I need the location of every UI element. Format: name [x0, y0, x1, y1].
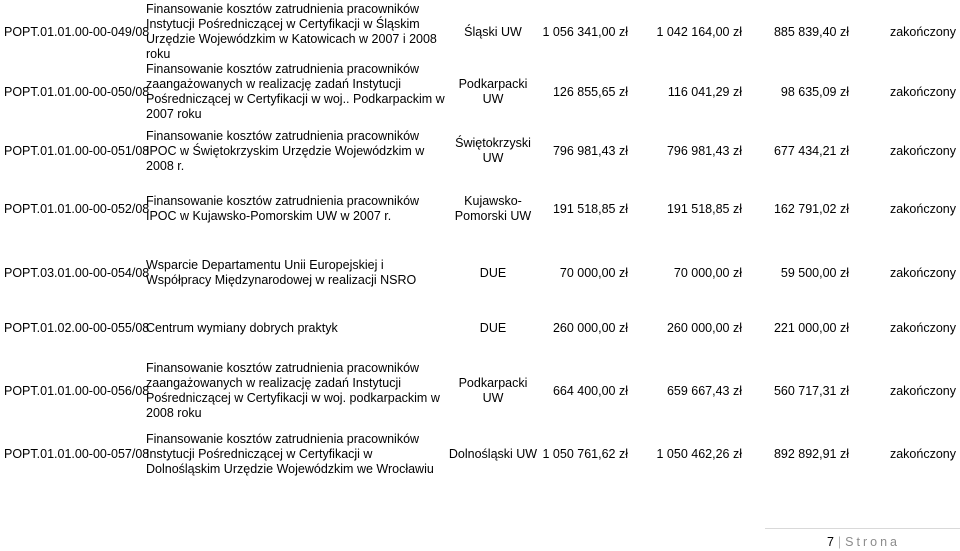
row-value-cofinancing-text: 221 000,00 zł [773, 320, 849, 335]
table-row [0, 312, 960, 344]
table-row [0, 2, 960, 61]
row-value-cofinancing [744, 61, 849, 123]
table-row [0, 358, 960, 424]
row-code-text: POPT.01.01.00-00-050/08 [4, 84, 150, 99]
row-code [4, 358, 150, 424]
row-value-total [520, 358, 628, 424]
row-value-cofinancing-text: 560 717,31 zł [773, 383, 849, 398]
row-value-total-text: 664 400,00 zł [552, 383, 628, 398]
row-value-total [520, 6, 628, 58]
row-status [850, 244, 956, 302]
row-region-text: Śląski UW [464, 24, 522, 39]
row-title-text: Wsparcie Departamentu Unii Europejskiej i Współpracy Międzynarodowej w realizacji NSRO [146, 258, 417, 287]
row-value-total-text: 70 000,00 zł [559, 265, 628, 280]
row-status-text: zakończony [889, 143, 956, 158]
row-title-text: Finansowanie kosztów zatrudnienia pracowników IPOC w Świętokrzyskim Urzędzie Wojewódzkim w 2008 r. [146, 128, 425, 173]
row-title-text: Finansowanie kosztów zatrudnienia pracowników zaangażowanych w realizację zadań Instytucji Pośredniczącej w Certyfikacji w woj. podkarpackim w 2008 roku [146, 361, 440, 420]
row-title-text: Finansowanie kosztów zatrudnienia pracowników zaangażowanych w realizację zadań Instytucji Pośredniczącej w Certyfikacji w woj.. Podkarpackim w 2007 roku [146, 62, 445, 121]
row-code [4, 312, 150, 344]
table-row [0, 61, 960, 123]
row-status [850, 183, 956, 235]
row-status-text: zakończony [889, 320, 956, 335]
row-code [4, 6, 150, 58]
row-value-eligible-text: 1 050 462,26 zł [656, 446, 742, 461]
row-code-text: POPT.01.01.00-00-051/08 [4, 143, 150, 158]
row-value-eligible [632, 127, 742, 175]
row-value-eligible [632, 312, 742, 344]
row-value-cofinancing [744, 312, 849, 344]
row-region-text: Podkarpacki UW [458, 77, 528, 106]
footer-separator: | [837, 535, 842, 549]
row-value-total [520, 61, 628, 123]
row-code-text: POPT.01.02.00-00-055/08 [4, 320, 150, 335]
row-value-eligible [632, 244, 742, 302]
row-status-text: zakończony [889, 84, 956, 99]
row-value-cofinancing-text: 59 500,00 zł [780, 265, 849, 280]
row-status-text: zakończony [889, 201, 956, 216]
row-value-eligible-text: 191 518,85 zł [666, 201, 742, 216]
row-value-total-text: 1 050 761,62 zł [542, 446, 628, 461]
row-value-eligible [632, 183, 742, 235]
row-status [850, 61, 956, 123]
row-title [146, 358, 446, 424]
row-value-eligible-text: 1 042 164,00 zł [656, 24, 742, 39]
row-value-total [520, 127, 628, 175]
row-status-text: zakończony [889, 265, 956, 280]
row-region-text: Świętokrzyski UW [455, 136, 531, 165]
row-value-total-text: 1 056 341,00 zł [542, 24, 628, 39]
table-row [0, 428, 960, 480]
row-value-eligible [632, 61, 742, 123]
row-title [146, 61, 446, 123]
row-code-text: POPT.01.01.00-00-056/08 [4, 383, 150, 398]
row-region-text: DUE [479, 320, 507, 335]
row-value-total [520, 312, 628, 344]
row-value-cofinancing-text: 892 892,91 zł [773, 446, 849, 461]
row-value-eligible [632, 358, 742, 424]
footer-rule [765, 528, 960, 529]
row-value-eligible [632, 6, 742, 58]
row-title-text: Finansowanie kosztów zatrudnienia pracowników IPOC w Kujawsko-Pomorskim UW w 2007 r. [146, 194, 420, 223]
row-code-text: POPT.03.01.00-00-054/08 [4, 265, 150, 280]
row-status-text: zakończony [889, 383, 956, 398]
row-status-text: zakończony [889, 24, 956, 39]
row-value-cofinancing [744, 244, 849, 302]
row-value-total [520, 183, 628, 235]
row-value-total [520, 244, 628, 302]
row-value-eligible-text: 659 667,43 zł [666, 383, 742, 398]
row-value-cofinancing [744, 428, 849, 480]
row-title-text: Finansowanie kosztów zatrudnienia pracowników Instytucji Pośredniczącej w Certyfikacji w Dolnośląskim Urzędzie Wojewódzkim we Wrocławiu [146, 431, 434, 476]
row-value-total-text: 191 518,85 zł [552, 201, 628, 216]
footer-page-label [827, 535, 900, 549]
row-title [146, 183, 446, 235]
row-value-total-text: 796 981,43 zł [552, 143, 628, 158]
page-number: 7 [826, 535, 834, 549]
row-code [4, 183, 150, 235]
row-value-cofinancing-text: 162 791,02 zł [773, 201, 849, 216]
row-value-cofinancing-text: 677 434,21 zł [773, 143, 849, 158]
row-title-text: Finansowanie kosztów zatrudnienia pracowników Instytucji Pośredniczącej w Certyfikacji w Śląskim Urzędzie Wojewódzkim w Katowicach w 2007 i 2008 roku [146, 2, 437, 61]
row-code-text: POPT.01.01.00-00-049/08 [4, 24, 150, 39]
row-title-text: Centrum wymiany dobrych praktyk [146, 320, 338, 335]
row-code-text: POPT.01.01.00-00-057/08 [4, 446, 150, 461]
row-status [850, 428, 956, 480]
row-value-cofinancing [744, 127, 849, 175]
row-status [850, 358, 956, 424]
row-value-total-text: 260 000,00 zł [552, 320, 628, 335]
row-status [850, 6, 956, 58]
row-value-eligible-text: 116 041,29 zł [667, 84, 742, 99]
table-row [0, 183, 960, 235]
row-status-text: zakończony [889, 446, 956, 461]
row-value-total [520, 428, 628, 480]
row-title [146, 244, 446, 302]
table-row [0, 244, 960, 302]
row-region-text: Kujawsko-Pomorski UW [454, 194, 532, 223]
row-code [4, 244, 150, 302]
row-value-total-text: 126 855,65 zł [552, 84, 628, 99]
row-value-cofinancing [744, 6, 849, 58]
row-value-cofinancing-text: 885 839,40 zł [773, 24, 849, 39]
row-value-eligible-text: 70 000,00 zł [673, 265, 742, 280]
row-region-text: DUE [479, 265, 507, 280]
row-value-cofinancing [744, 183, 849, 235]
row-region-text: Podkarpacki UW [458, 376, 528, 405]
row-value-cofinancing [744, 358, 849, 424]
row-value-cofinancing-text: 98 635,09 zł [780, 84, 849, 99]
row-status [850, 312, 956, 344]
page-footer [765, 528, 960, 550]
row-code-text: POPT.01.01.00-00-052/08 [4, 201, 150, 216]
row-title [146, 428, 446, 480]
row-value-eligible [632, 428, 742, 480]
row-title [146, 127, 446, 175]
row-region-text: Dolnośląski UW [448, 446, 538, 461]
page-word: Strona [845, 535, 900, 549]
row-title [146, 2, 446, 61]
table-row [0, 127, 960, 175]
row-status [850, 127, 956, 175]
row-code [4, 428, 150, 480]
row-code [4, 61, 150, 123]
row-title [146, 312, 446, 344]
row-value-eligible-text: 260 000,00 zł [666, 320, 742, 335]
row-value-eligible-text: 796 981,43 zł [666, 143, 742, 158]
row-code [4, 127, 150, 175]
